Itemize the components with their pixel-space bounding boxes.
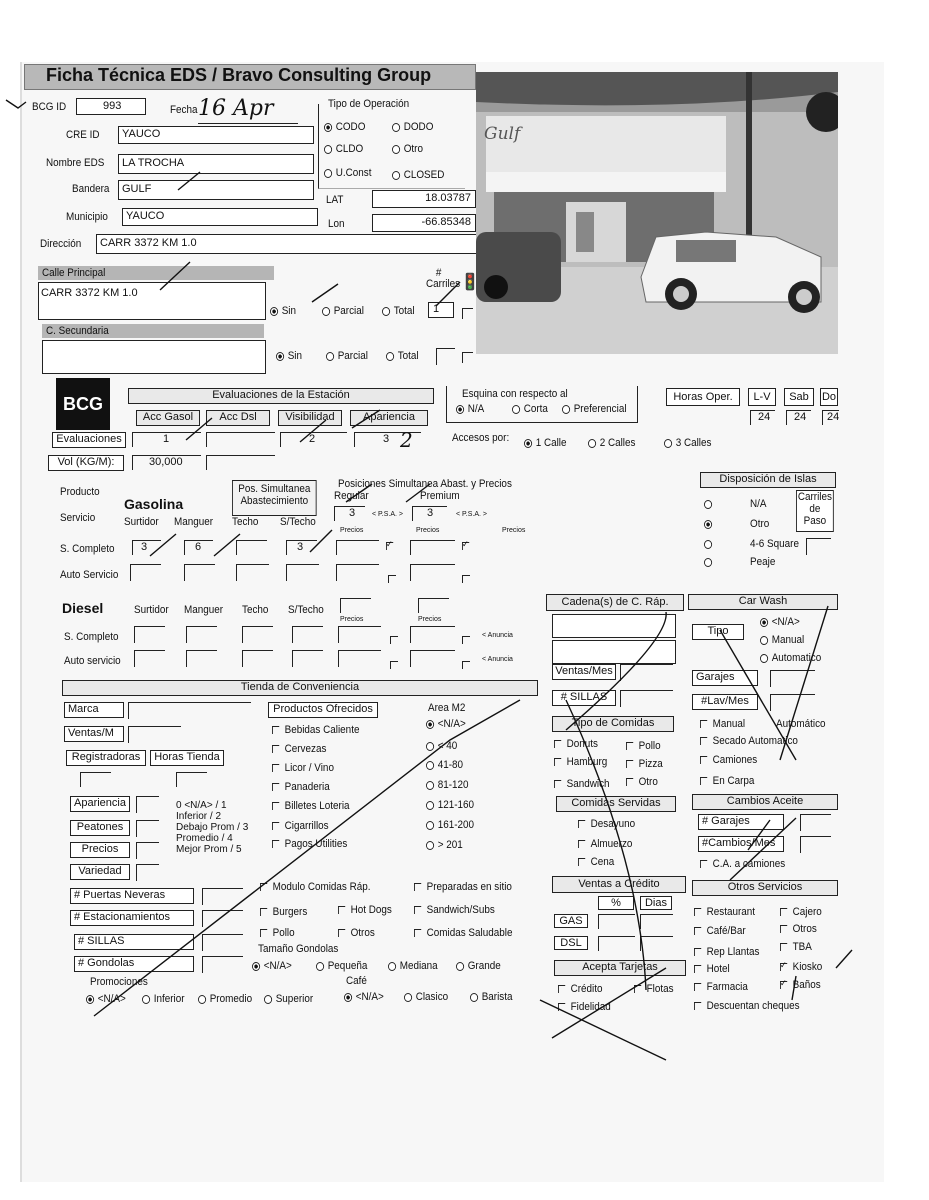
- station-photo: [476, 72, 838, 354]
- eval-col-apariencia: Apariencia: [350, 410, 428, 426]
- gas-col-techo: Techo: [232, 516, 259, 528]
- horas-do-label: Do: [820, 388, 838, 406]
- carriles-paso-label: Carriles de Paso: [796, 490, 834, 532]
- horas-sab-label: Sab: [784, 388, 814, 406]
- servida-desayuno[interactable]: Desayuno: [578, 818, 635, 830]
- direccion-label: Dirección: [40, 238, 82, 250]
- disp-otro[interactable]: [704, 518, 716, 530]
- calle-secundaria-label: C. Secundaria: [46, 325, 109, 337]
- pos-simultanea-label: Pos. Simultanea Abastecimiento: [232, 480, 317, 516]
- tarjeta-credito[interactable]: Crédito: [558, 983, 603, 995]
- area-40[interactable]: < 40: [426, 740, 457, 752]
- disp-na-label: N/A: [750, 498, 767, 510]
- cadena-title: Cadena(s) de C. Ráp.: [546, 594, 684, 611]
- preparadas-sitio[interactable]: Preparadas en sitio: [414, 881, 512, 893]
- dsl-sc-check-2[interactable]: [462, 631, 476, 649]
- dsl-top-field-1[interactable]: [340, 598, 371, 613]
- accesos-1-calle[interactable]: 1 Calle: [524, 437, 567, 449]
- dsl-sc-precio-1[interactable]: [338, 626, 381, 643]
- car-wash-na[interactable]: <N/A>: [760, 616, 800, 628]
- promo-na[interactable]: <N/A>: [86, 993, 126, 1005]
- nombre-field[interactable]: LA TROCHA: [118, 154, 314, 174]
- eval-peatones: Peatones: [70, 820, 130, 836]
- area-41-80[interactable]: 41-80: [426, 759, 463, 771]
- regular-psa: < P.S.A. >: [372, 511, 404, 518]
- tipo-dodo[interactable]: DODO: [392, 121, 433, 133]
- principal-sin[interactable]: Sin: [270, 305, 296, 317]
- fecha-handwritten: 16 Apr: [198, 96, 274, 121]
- premium-precios: Precios: [416, 527, 440, 534]
- svc-farmacia[interactable]: Farmacia: [694, 981, 748, 993]
- premium-label: Premium: [420, 490, 460, 502]
- gasolina-heading: Gasolina: [124, 496, 184, 512]
- lon-label: Lon: [328, 218, 345, 230]
- svc-restaurant[interactable]: Restaurant: [694, 906, 755, 918]
- tienda-title: Tienda de Conveniencia: [62, 680, 538, 696]
- dsl-sc-stecho[interactable]: [292, 626, 323, 643]
- cafe-na[interactable]: <N/A>: [344, 991, 384, 1003]
- prod-cervezas[interactable]: Cervezas: [272, 743, 326, 755]
- dsl-as-precio-1[interactable]: [338, 650, 381, 667]
- cadena-ventas-label: Ventas/Mes: [552, 664, 616, 680]
- car-wash-garajes-field[interactable]: [770, 670, 815, 687]
- tipo-closed[interactable]: CLOSED: [392, 169, 444, 181]
- horas-do-field[interactable]: 24: [822, 410, 839, 425]
- car-wash-automatico[interactable]: Automatico: [760, 652, 821, 664]
- gas-as-stecho[interactable]: [286, 564, 319, 581]
- fecha-line: [198, 123, 298, 124]
- dsl-sc-check-1[interactable]: [390, 631, 404, 649]
- tipo-otro[interactable]: Otro: [392, 143, 423, 155]
- cambios-garajes-field[interactable]: [800, 814, 831, 831]
- secundaria-sin[interactable]: Sin: [276, 350, 302, 362]
- dsl-as-check-1[interactable]: [390, 656, 404, 674]
- servida-cena[interactable]: Cena: [578, 856, 614, 868]
- eval-apariencia-field[interactable]: 3: [354, 432, 421, 447]
- count-gondolas-label: # Gondolas: [74, 956, 194, 972]
- gas-col-surtidor: Surtidor: [124, 516, 159, 528]
- productos-title: Productos Ofrecidos: [268, 702, 378, 718]
- vol-field-2[interactable]: [206, 455, 275, 470]
- evaluaciones-row-label: Evaluaciones: [52, 432, 126, 448]
- eval-acc-dsl-field[interactable]: [206, 432, 275, 447]
- lon-field[interactable]: -66.85348: [372, 214, 476, 232]
- tipo-uconst[interactable]: U.Const: [324, 167, 371, 179]
- gas-as-techo[interactable]: [236, 564, 269, 581]
- modulo-comidas[interactable]: Modulo Comidas Ráp.: [260, 881, 371, 893]
- count-gondolas-field[interactable]: [202, 956, 243, 973]
- prod-licor[interactable]: Licor / Vino: [272, 762, 334, 774]
- cre-id-label: CRE ID: [66, 129, 100, 141]
- tienda-marca-field[interactable]: [128, 702, 251, 719]
- eval-precios: Precios: [70, 842, 130, 858]
- bandera-label: Bandera: [72, 183, 110, 195]
- secundaria-carriles-check[interactable]: [462, 352, 473, 363]
- dsl-as-surtidor[interactable]: [134, 650, 165, 667]
- form-title: Ficha Técnica EDS / Bravo Consulting Group: [46, 65, 432, 85]
- promociones-label: Promociones: [90, 976, 148, 988]
- dsl-sc-anuncia: < Anuncia: [482, 632, 513, 639]
- accesos-2-calles[interactable]: 2 Calles: [588, 437, 635, 449]
- area-161-200[interactable]: 161-200: [426, 819, 474, 831]
- producto-label: Producto: [60, 486, 100, 498]
- esquina-corta[interactable]: Corta: [512, 403, 548, 415]
- cw-carpa-check[interactable]: En Carpa: [700, 775, 754, 787]
- gas-col-stecho: S/Techo: [280, 516, 316, 528]
- bcg-id-field[interactable]: 993: [76, 98, 146, 115]
- dsl-sc-techo[interactable]: [242, 626, 273, 643]
- cambios-aceite-title: Cambios Aceite: [692, 794, 838, 810]
- tienda-horas-label: Horas Tienda: [150, 750, 224, 766]
- comida-otro[interactable]: Otro: [626, 776, 658, 788]
- gas-sc-techo[interactable]: [236, 540, 267, 555]
- svc-cajero[interactable]: Cajero: [780, 906, 822, 918]
- dsl-precios-2: Precios: [418, 616, 442, 623]
- traffic-light-icon: 🚦: [460, 274, 480, 291]
- credito-gas-label: GAS: [554, 914, 588, 928]
- cafe-barista[interactable]: Barista: [470, 991, 513, 1003]
- diesel-heading: Diesel: [62, 600, 104, 616]
- gondola-mediana[interactable]: Mediana: [388, 960, 438, 972]
- prod-billetes[interactable]: Billetes Loteria: [272, 800, 350, 812]
- dsl-as-anuncia: < Anuncia: [482, 656, 513, 663]
- cre-id-field[interactable]: YAUCO: [118, 126, 314, 144]
- ventas-credito-dias: Dias: [640, 896, 672, 910]
- dsl-as-stecho[interactable]: [292, 650, 323, 667]
- gas-as-regular-check[interactable]: [388, 570, 402, 588]
- gas-sc-stecho[interactable]: 3: [286, 540, 317, 555]
- dsl-as-check-2[interactable]: [462, 656, 476, 674]
- svc-hotel[interactable]: Hotel: [694, 963, 730, 975]
- count-sillas-field[interactable]: [202, 934, 243, 951]
- count-sillas-label: # SILLAS: [74, 934, 194, 950]
- carriles-check[interactable]: [462, 308, 473, 319]
- eval-visibilidad-field[interactable]: 2: [280, 432, 347, 447]
- eval-precios-field[interactable]: [136, 842, 159, 859]
- cw-automatico-check: Automático: [776, 718, 826, 730]
- gas-as-premium-check[interactable]: [462, 570, 476, 588]
- comida-sandwich-subs[interactable]: Sandwich/Subs: [414, 904, 495, 916]
- disp-square-label: 4-6 Square: [750, 538, 799, 550]
- gondola-na[interactable]: <N/A>: [252, 960, 292, 972]
- carriles-field[interactable]: 1: [428, 302, 454, 318]
- comida-saludable[interactable]: Comidas Saludable: [414, 927, 512, 939]
- car-wash-lav-field[interactable]: [770, 694, 815, 711]
- esquina-label: Esquina con respecto al: [462, 388, 568, 400]
- car-wash-garajes-label: Garajes: [692, 670, 758, 686]
- car-wash-lav-label: #Lav/Mes: [692, 694, 758, 710]
- horas-sab-field[interactable]: 24: [786, 410, 811, 425]
- dsl-as-manguer[interactable]: [186, 650, 217, 667]
- esquina-na[interactable]: N/A: [456, 403, 484, 415]
- carriles-label: # Carriles: [426, 267, 461, 290]
- dsl-sc-manguer[interactable]: [186, 626, 217, 643]
- comida-tienda-pollo[interactable]: Pollo: [260, 927, 295, 939]
- gas-as-surtidor[interactable]: [130, 564, 161, 581]
- svc-descuentan-cheques[interactable]: Descuentan cheques: [694, 1000, 800, 1012]
- municipio-field[interactable]: YAUCO: [122, 208, 318, 226]
- cambios-garajes-label: # Garajes: [698, 814, 784, 830]
- tipo-codo[interactable]: CODO: [324, 121, 365, 133]
- area-81-120[interactable]: 81-120: [426, 779, 469, 791]
- count-estacionamientos-label: # Estacionamientos: [70, 910, 194, 926]
- comida-pizza[interactable]: Pizza: [626, 758, 663, 770]
- municipio-label: Municipio: [66, 211, 108, 223]
- secundaria-total[interactable]: Total: [386, 350, 419, 362]
- horas-oper-label: Horas Oper.: [666, 388, 740, 406]
- comida-tienda-otros[interactable]: Otros: [338, 927, 375, 939]
- disp-square[interactable]: [704, 538, 716, 550]
- area-na[interactable]: <N/A>: [426, 718, 466, 730]
- evaluaciones-title: Evaluaciones de la Estación: [128, 388, 434, 404]
- prod-cigarrillos[interactable]: Cigarrillos: [272, 820, 329, 832]
- cambios-camiones-check[interactable]: C.A. a camiones: [700, 858, 785, 870]
- gas-as-premium-precio[interactable]: [410, 564, 455, 581]
- bandera-field[interactable]: GULF: [118, 180, 314, 200]
- eval-col-acc-dsl: Acc Dsl: [206, 410, 270, 426]
- tienda-registradoras-label: Registradoras: [66, 750, 146, 766]
- cadena-sillas-label: # SILLAS: [552, 690, 616, 706]
- credito-dsl-label: DSL: [554, 936, 588, 950]
- cadena-field-2[interactable]: [552, 640, 676, 664]
- tarjeta-flotas[interactable]: Flotas: [634, 983, 674, 995]
- cambios-mes-field[interactable]: [800, 836, 831, 853]
- comida-hamburg[interactable]: Hamburg: [554, 756, 607, 768]
- horas-lv-label: L-V: [748, 388, 776, 406]
- secundaria-parcial[interactable]: Parcial: [326, 350, 368, 362]
- svc-cafe-bar[interactable]: Café/Bar: [694, 925, 746, 937]
- lat-label: LAT: [326, 194, 344, 206]
- cambios-mes-label: #Cambios/Mes: [698, 836, 784, 852]
- vol-field[interactable]: 30,000: [132, 455, 201, 470]
- acepta-tarjetas-title: Acepta Tarjetas: [554, 960, 686, 976]
- gondola-pequena[interactable]: Pequeña: [316, 960, 367, 972]
- dsl-col-surtidor: Surtidor: [134, 604, 169, 616]
- cadena-sillas-field[interactable]: [620, 690, 673, 707]
- eval-variedad-field[interactable]: [136, 864, 159, 881]
- servicio-label: Servicio: [60, 512, 96, 524]
- comida-pollo[interactable]: Pollo: [626, 740, 661, 752]
- credito-dsl-dias[interactable]: [640, 936, 673, 951]
- svc-tba[interactable]: TBA: [780, 941, 812, 953]
- fecha-label: Fecha: [170, 104, 198, 116]
- ventas-credito-pct: %: [598, 896, 634, 910]
- horas-lv-field[interactable]: 24: [750, 410, 775, 425]
- secundaria-carriles-field[interactable]: [436, 348, 455, 365]
- disposicion-title: Disposición de Islas: [700, 472, 836, 488]
- tienda-marca-label: Marca: [64, 702, 124, 718]
- otros-servicios-title: Otros Servicios: [692, 880, 838, 896]
- eval-apariencia-tienda-field[interactable]: [136, 796, 159, 813]
- dsl-s-completo-label: S. Completo: [64, 631, 119, 643]
- servida-almuerzo[interactable]: Almuerzo: [578, 838, 632, 850]
- dsl-auto-servicio-label: Auto servicio: [64, 655, 121, 667]
- extra-precios: Precios: [502, 527, 526, 534]
- gas-col-manguer: Manguer: [174, 516, 214, 528]
- accesos-label: Accesos por:: [452, 432, 510, 444]
- prod-panaderia[interactable]: Panaderia: [272, 781, 330, 793]
- comidas-servidas-title: Comidas Servidas: [556, 796, 676, 812]
- comida-sandwich[interactable]: Sandwich: [554, 778, 610, 790]
- dsl-col-stecho: S/Techo: [288, 604, 324, 616]
- principal-parcial[interactable]: Parcial: [322, 305, 364, 317]
- principal-total[interactable]: Total: [382, 305, 415, 317]
- disp-otro-label: Otro: [750, 518, 770, 530]
- tienda-horas-field[interactable]: [176, 772, 207, 787]
- cw-manual-check[interactable]: Manual: [700, 718, 745, 730]
- car-wash-manual[interactable]: Manual: [760, 634, 804, 646]
- eval-apariencia-tienda: Apariencia: [70, 796, 130, 812]
- dsl-col-manguer: Manguer: [184, 604, 224, 616]
- area-121-160[interactable]: 121-160: [426, 799, 474, 811]
- regular-precios: Precios: [340, 527, 364, 534]
- cafe-clasico[interactable]: Clasico: [404, 991, 448, 1003]
- tipo-operacion-label: Tipo de Operación: [328, 98, 410, 110]
- pos-sim-precios-label: Posiciones Simultanea Abast. y Precios: [338, 478, 512, 490]
- bcg-id-label: BCG ID: [32, 101, 67, 113]
- count-estacionamientos-field[interactable]: [202, 910, 243, 927]
- count-puertas-field[interactable]: [202, 888, 243, 905]
- dsl-as-techo[interactable]: [242, 650, 273, 667]
- svc-banos[interactable]: ✓ Baños: [780, 979, 821, 991]
- promo-inferior[interactable]: Inferior: [142, 993, 185, 1005]
- gas-auto-servicio-label: Auto Servicio: [60, 569, 119, 581]
- credito-gas-pct[interactable]: [598, 914, 635, 929]
- credito-dsl-pct[interactable]: [598, 936, 635, 951]
- gulf-sign: Gulf: [484, 124, 521, 144]
- svc-rep-llantas[interactable]: Rep Llantas: [694, 946, 759, 958]
- nombre-label: Nombre EDS: [46, 157, 105, 169]
- area-label: Area M2: [428, 702, 466, 714]
- carriles-paso-field[interactable]: [806, 538, 831, 555]
- credito-gas-dias[interactable]: [640, 914, 673, 929]
- promo-superior[interactable]: Superior: [264, 993, 313, 1005]
- gas-as-manguer[interactable]: [184, 564, 215, 581]
- esquina-preferencial[interactable]: Preferencial: [562, 403, 627, 415]
- dsl-top-field-2[interactable]: [418, 598, 449, 613]
- cw-camiones-check[interactable]: Camiones: [700, 754, 757, 766]
- cadena-ventas-field[interactable]: [620, 664, 673, 681]
- vol-label: Vol (KG/M):: [48, 455, 124, 471]
- premium-psa: < P.S.A. >: [456, 511, 488, 518]
- comida-burgers[interactable]: Burgers: [260, 906, 307, 918]
- count-puertas-label: # Puertas Neveras: [70, 888, 194, 904]
- eval-peatones-field[interactable]: [136, 820, 159, 837]
- cadena-field-1[interactable]: [552, 614, 676, 638]
- gas-sc-premium-check[interactable]: [462, 540, 475, 552]
- direccion-field[interactable]: CARR 3372 KM 1.0: [96, 234, 478, 254]
- premium-field[interactable]: 3: [412, 506, 447, 521]
- tipo-cldo[interactable]: CLDO: [324, 143, 363, 155]
- tarjeta-fidelidad[interactable]: Fidelidad: [558, 1001, 611, 1013]
- car-wash-title: Car Wash: [688, 594, 838, 610]
- dsl-precios-1: Precios: [340, 616, 364, 623]
- regular-label: Regular: [334, 490, 369, 502]
- dsl-as-precio-2[interactable]: [410, 650, 455, 667]
- cw-secado-check[interactable]: Secado Automatico: [700, 735, 798, 747]
- tienda-registradoras-field[interactable]: [80, 772, 111, 787]
- gas-sc-surtidor[interactable]: 3: [132, 540, 161, 555]
- area-201[interactable]: > 201: [426, 839, 463, 851]
- ventas-credito-title: Ventas a Crédito: [552, 876, 686, 893]
- comida-donuts[interactable]: Donuts: [554, 738, 598, 750]
- dsl-sc-precio-2[interactable]: [410, 626, 455, 643]
- bcg-logo: BCG: [56, 378, 110, 430]
- disp-peaje[interactable]: [704, 556, 716, 568]
- calle-principal-field[interactable]: CARR 3372 KM 1.0: [38, 282, 266, 320]
- gondolas-label: Tamaño Gondolas: [258, 943, 339, 955]
- prod-pagos[interactable]: Pagos Utilities: [272, 838, 347, 850]
- eval-acc-gasol-field[interactable]: 1: [132, 432, 201, 447]
- lat-field[interactable]: 18.03787: [372, 190, 476, 208]
- gondola-grande[interactable]: Grande: [456, 960, 501, 972]
- svc-otros[interactable]: Otros: [780, 923, 817, 935]
- gas-sc-regular-check[interactable]: [386, 540, 399, 552]
- prod-bebidas[interactable]: Bebidas Caliente: [272, 724, 359, 736]
- regular-field[interactable]: 3: [334, 506, 365, 521]
- gas-sc-premium-precio[interactable]: [410, 540, 455, 555]
- calle-principal-label: Calle Principal: [42, 267, 106, 279]
- eval-col-visibilidad: Visibilidad: [278, 410, 342, 426]
- tienda-ventas-field[interactable]: [128, 726, 181, 743]
- gas-sc-manguer[interactable]: 6: [184, 540, 213, 555]
- disp-na[interactable]: [704, 498, 716, 510]
- dsl-col-techo: Techo: [242, 604, 269, 616]
- eval-col-acc-gasol: Acc Gasol: [136, 410, 200, 426]
- gas-as-regular-precio[interactable]: [336, 564, 379, 581]
- tipo-comidas-title: Tipo de Comidas: [552, 716, 674, 732]
- tienda-ventas-label: Ventas/M: [64, 726, 124, 742]
- disp-peaje-label: Peaje: [750, 556, 776, 568]
- accesos-3-calles[interactable]: 3 Calles: [664, 437, 711, 449]
- gas-sc-regular-precio[interactable]: [336, 540, 379, 555]
- eval-scale-legend: 0 <N/A> / 1 Inferior / 2 Debajo Prom / 3 Promedio / 4 Mejor Prom / 5: [176, 800, 249, 855]
- calle-secundaria-field[interactable]: [42, 340, 266, 374]
- car-wash-tipo-label: Tipo: [692, 624, 744, 640]
- eval-variedad: Variedad: [70, 864, 130, 880]
- comida-hotdogs[interactable]: Hot Dogs: [338, 904, 392, 916]
- svc-kiosko[interactable]: ✓ Kiosko: [780, 961, 822, 973]
- promo-promedio[interactable]: Promedio: [198, 993, 252, 1005]
- cafe-label: Café: [346, 975, 367, 987]
- eval-handwritten-mark: 2: [400, 428, 413, 452]
- dsl-sc-surtidor[interactable]: [134, 626, 165, 643]
- gas-s-completo-label: S. Completo: [60, 543, 115, 555]
